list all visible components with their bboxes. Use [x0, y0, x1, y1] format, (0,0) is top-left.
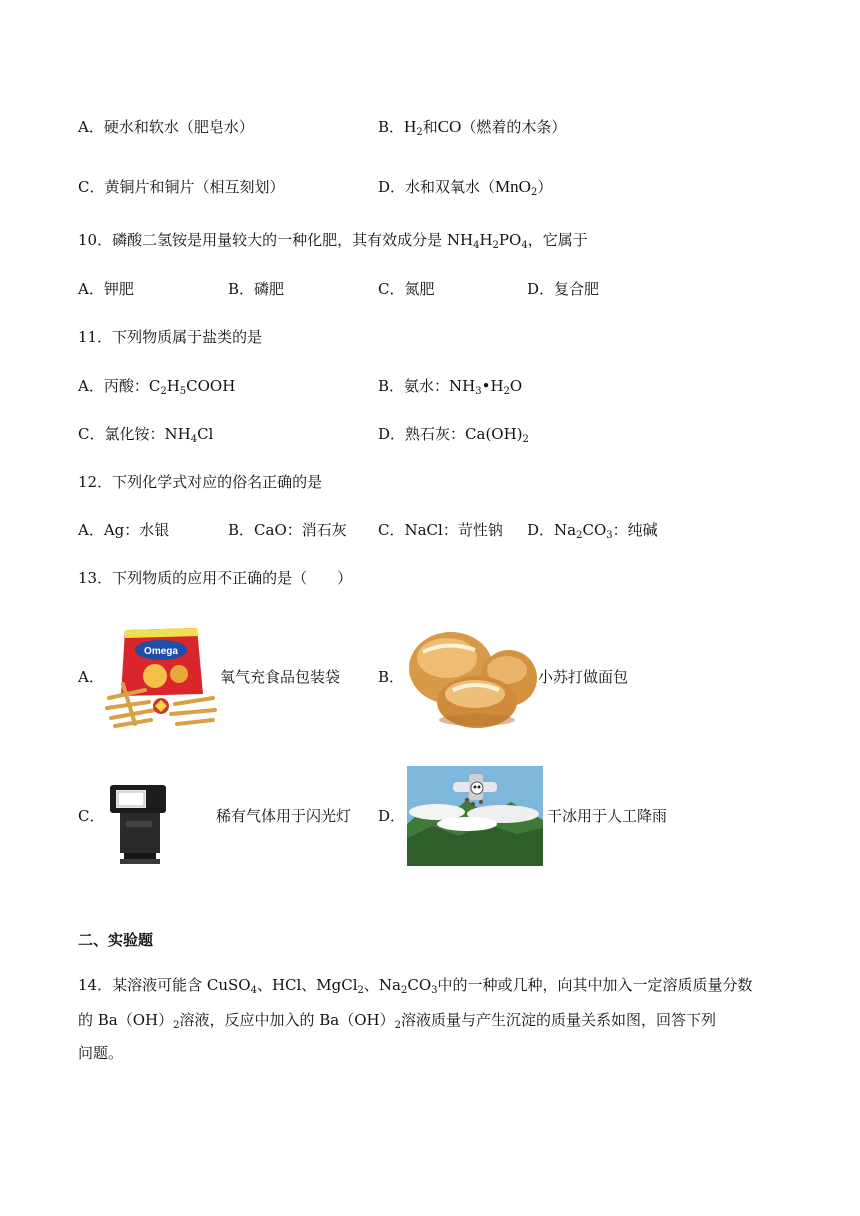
q13-option-b-letter: B．: [378, 668, 405, 686]
subscript: 4: [250, 985, 257, 996]
option-note: （燃着的木条）: [461, 118, 567, 136]
q10-stem: [78, 230, 588, 256]
option-text: A．丙酸：C: [78, 377, 161, 395]
option-text: CO: [582, 521, 607, 539]
subscript: 2: [492, 240, 499, 251]
q14-line-1: [78, 975, 753, 1001]
option-text: B．氨水：NH: [378, 377, 476, 395]
q14-text: 、HCl、MgCl: [256, 976, 358, 994]
cloud-seeding-plane-image: [407, 766, 543, 866]
q10-option-d: D．复合肥: [527, 280, 600, 298]
q9-option-b: [378, 117, 566, 143]
formula-co: CO: [437, 117, 462, 136]
option-text: D．Na: [527, 521, 577, 539]
subscript: 2: [522, 434, 529, 445]
q13-option-a-letter: A．: [78, 668, 104, 686]
q12-option-d: [527, 520, 658, 546]
subscript: 2: [401, 985, 408, 996]
q14-text: 溶液，反应中加入的 Ba（OH）: [179, 1011, 395, 1029]
subscript: 2: [503, 386, 510, 397]
subscript: 2: [576, 530, 583, 541]
q13-option-b-text: 小苏打做面包: [538, 668, 629, 686]
option-text: O: [509, 377, 523, 395]
q9-option-c: [78, 177, 285, 197]
q11-stem: 11．下列物质属于盐类的是: [78, 328, 263, 346]
q14-text: CO: [407, 976, 432, 994]
subscript: 3: [431, 985, 438, 996]
q9-option-a: [78, 117, 254, 137]
option-text: •H: [481, 377, 504, 395]
subscript: 2: [530, 187, 538, 198]
q14-line-2: [78, 1010, 716, 1036]
q12-option-b: B．CaO：消石灰: [228, 521, 347, 539]
option-text: C．氯化铵：NH: [78, 425, 191, 443]
bread-image: [405, 622, 537, 730]
subscript: 2: [173, 1020, 180, 1031]
q13-option-c-text: 稀有气体用于闪光灯: [216, 807, 352, 825]
option-text: Cl: [197, 425, 214, 443]
option-text: 黄铜片和铜片（相互刻划）: [104, 178, 285, 196]
q14-text: 、Na: [363, 976, 401, 994]
q11-option-b: [378, 376, 522, 402]
flash-lamp-image: [104, 781, 172, 867]
q13-option-d-letter: D．: [378, 807, 406, 825]
option-text: ：纯碱: [612, 521, 658, 539]
q10-option-b: B．磷肥: [228, 280, 285, 298]
q13-stem: 13．下列物质的应用不正确的是（ ）: [78, 569, 353, 587]
option-text: H: [166, 377, 180, 395]
q14-text: 溶液质量与产生沉淀的质量关系如图，回答下列: [401, 1011, 717, 1029]
option-text: D．熟石灰：Ca(OH): [378, 425, 523, 443]
option-letter: A．: [78, 118, 104, 136]
formula-h: H: [404, 117, 417, 136]
option-letter: B．: [378, 118, 405, 136]
option-letter: C．: [78, 178, 105, 196]
subscript: 2: [357, 985, 364, 996]
q12-stem: 12．下列化学式对应的俗名正确的是: [78, 473, 323, 491]
q9-option-d: [378, 177, 552, 203]
q11-option-c: [78, 424, 213, 450]
stem-text: PO: [498, 231, 522, 249]
subscript: 4: [473, 240, 480, 251]
q14-text: 的 Ba（OH）: [78, 1011, 174, 1029]
q12-option-c: C．NaCl：苛性钠: [378, 521, 503, 539]
subscript: 2: [394, 1020, 401, 1031]
q14-text: 中的一种或几种，向其中加入一定溶质质量分数: [437, 976, 753, 994]
subscript: 2: [416, 127, 423, 138]
subscript: 4: [190, 434, 198, 445]
option-text: 硬水和软水（肥皂水）: [103, 118, 254, 136]
option-text: COOH: [186, 377, 236, 395]
q12-option-a: A．Ag：水银: [78, 521, 170, 539]
q13-option-d-text: 干冰用于人工降雨: [547, 807, 668, 825]
formula-mno: MnO: [495, 177, 531, 196]
stem-text: H: [479, 231, 493, 249]
stem-text: 10．磷酸二氢铵是用量较大的一种化肥，其有效成分是 NH: [78, 231, 474, 249]
q10-option-a: A．钾肥: [78, 280, 134, 298]
section-title: 二、实验题: [78, 931, 154, 949]
q10-option-c: C．氮肥: [378, 280, 435, 298]
option-letter: D．: [378, 178, 406, 196]
q11-option-d: [378, 424, 529, 450]
q13-option-c-letter: C．: [78, 807, 105, 825]
option-text: 水和双氧水（: [405, 178, 496, 196]
subscript: 3: [475, 386, 482, 397]
stem-text: ，它属于: [527, 231, 588, 249]
snack-brand-logo: Omega: [144, 646, 178, 657]
q11-option-a: [78, 376, 235, 402]
q13-option-a-text: 氧气充食品包装袋: [220, 668, 341, 686]
q14-line-3: 问题。: [78, 1044, 124, 1062]
snack-bag-image: [105, 624, 217, 730]
subscript: 2: [160, 386, 167, 397]
subscript: 5: [179, 386, 187, 397]
q14-text: 14．某溶液可能含 CuSO: [78, 976, 251, 994]
and-text: 和: [422, 118, 438, 136]
subscript: 4: [521, 240, 528, 251]
close-paren: ）: [537, 178, 553, 196]
subscript: 3: [606, 530, 613, 541]
